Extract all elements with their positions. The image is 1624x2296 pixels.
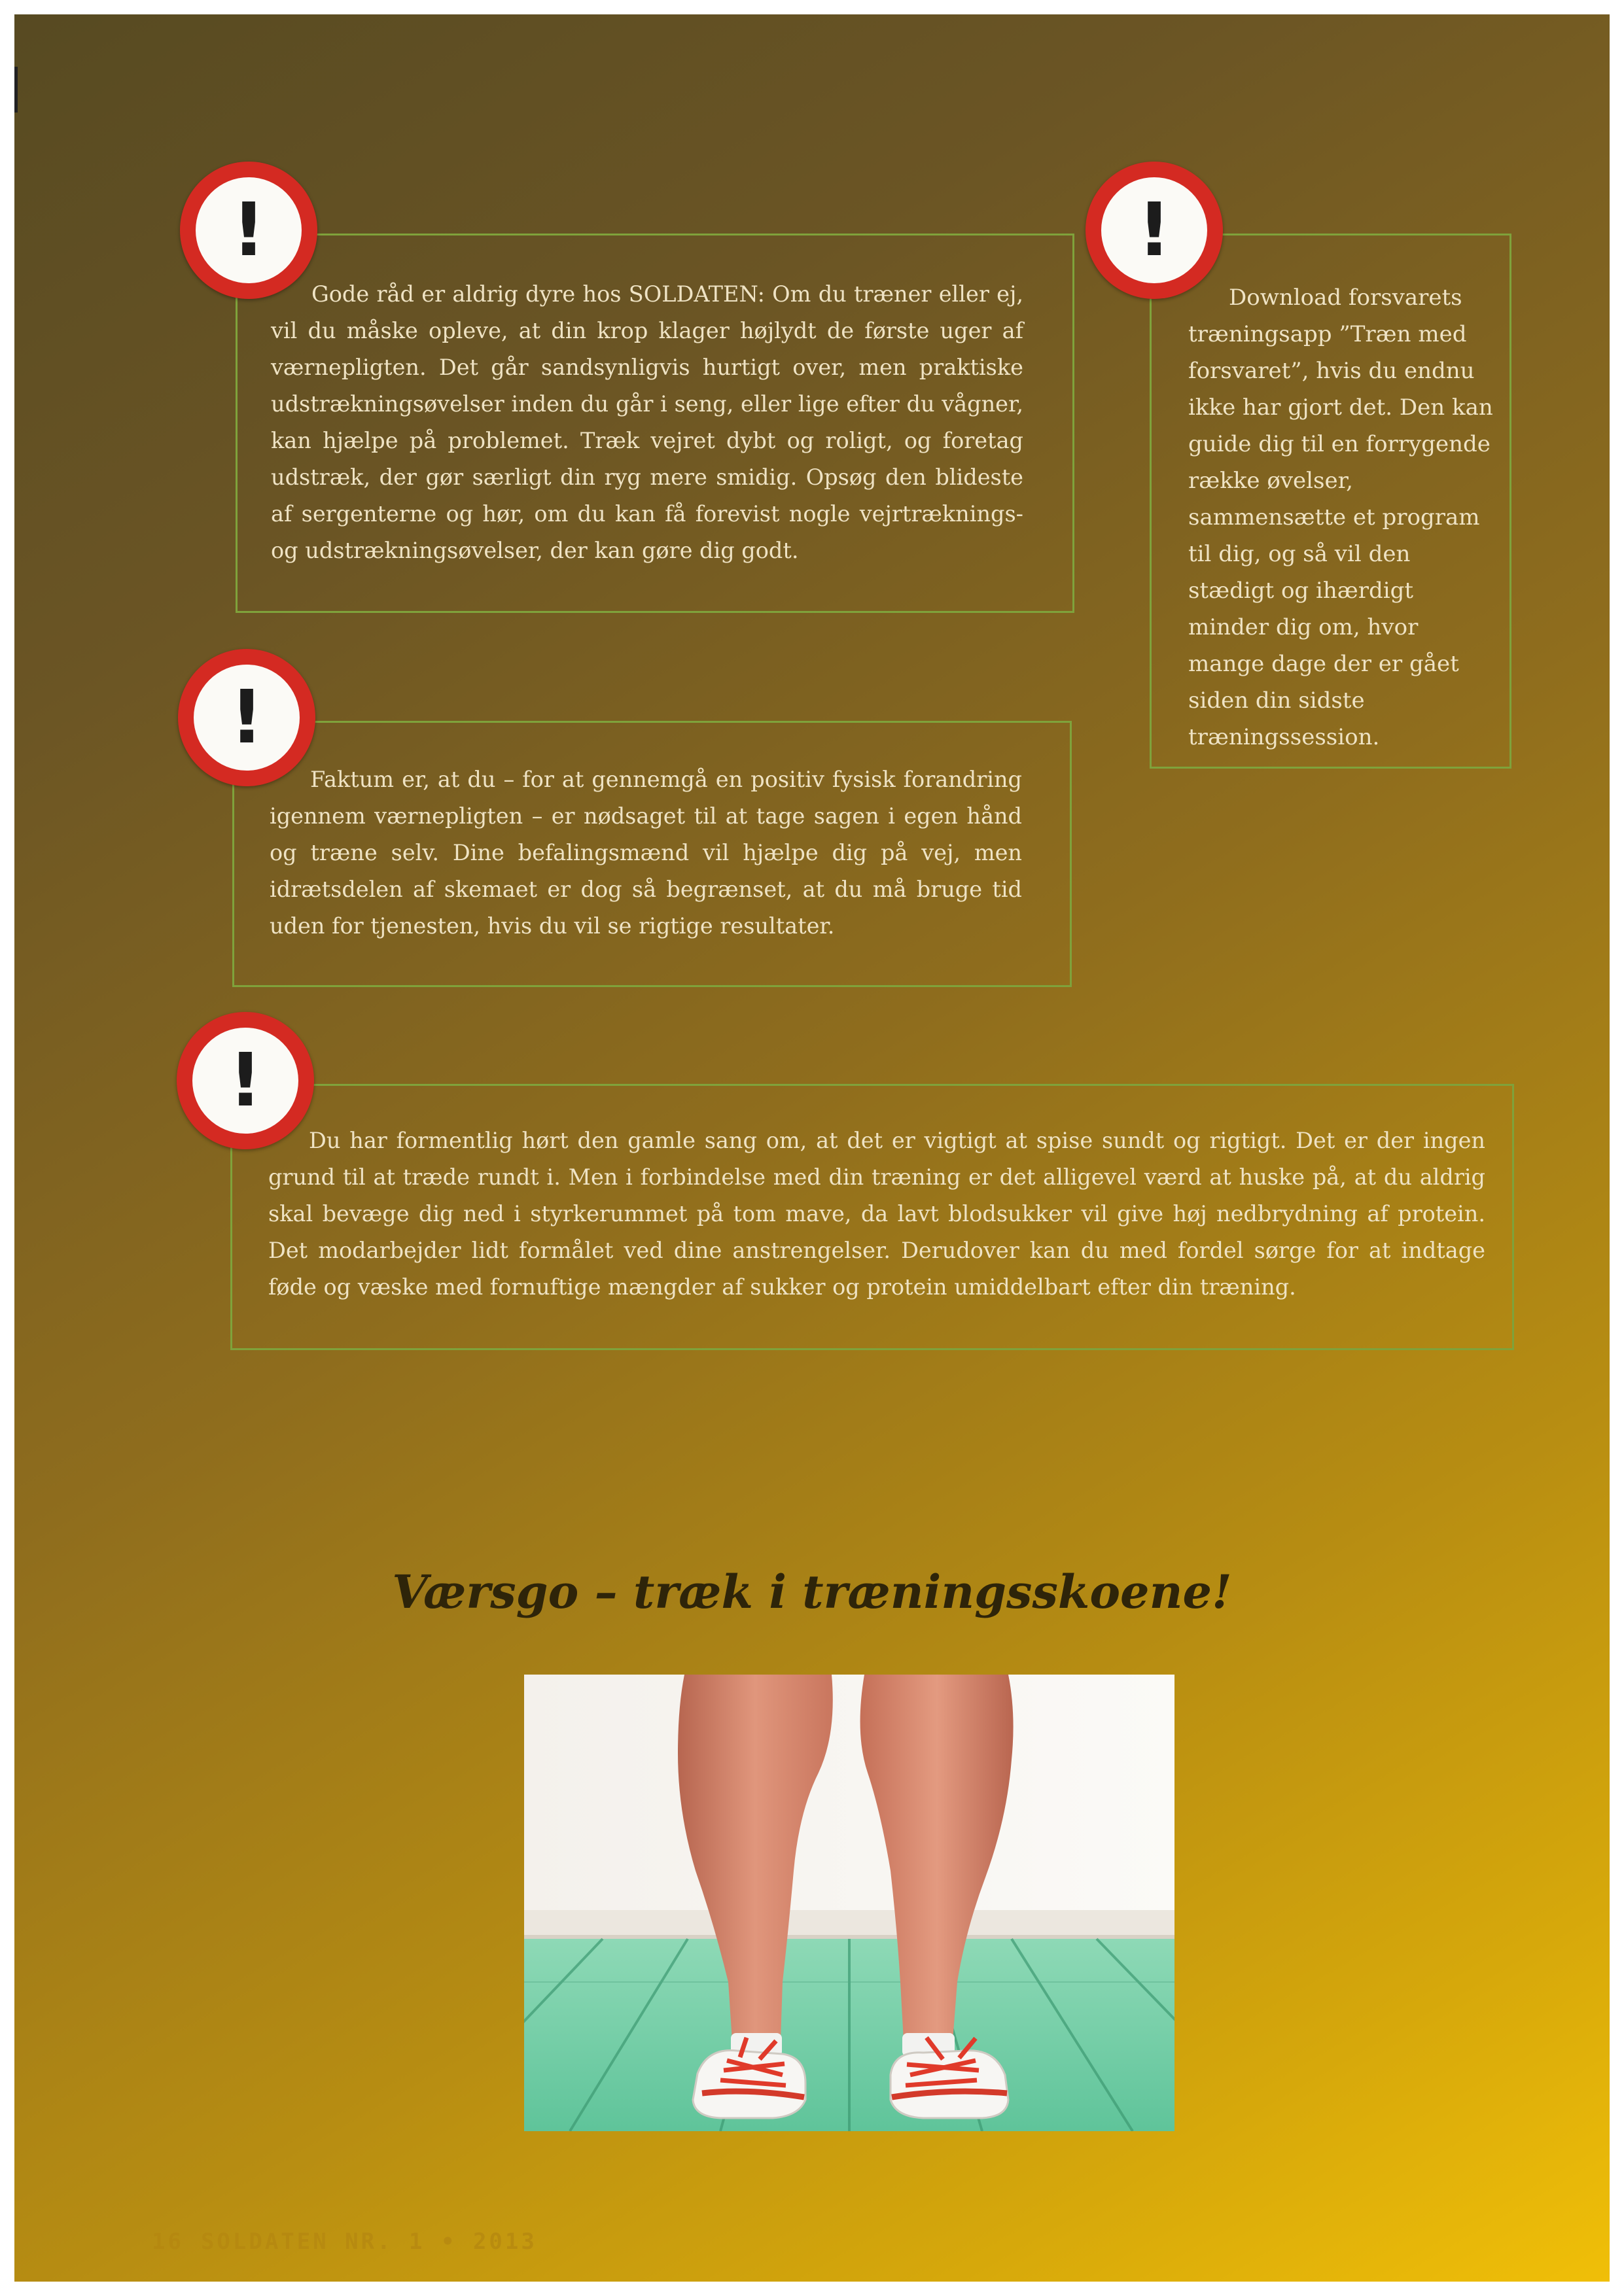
exclamation-icon: ! xyxy=(228,1038,262,1123)
magazine-page xyxy=(14,14,1610,2282)
tip-text-2: Download forsvarets træningsapp ”Træn med forsvaret”, hvis du endnu ikke har gjort det. Den kan guide dig til en forrygende række øvelser, sammensætte et program til dig, og så vil den stædigt og ihærdigt minder dig om, hvor mange dage der er gået siden din sidste træningssession. xyxy=(1188,285,1493,750)
exclamation-icon: ! xyxy=(1137,188,1171,273)
tip-text-3: Faktum er, at du – for at gennemgå en positiv fysisk forandring igennem værnepligten – er nødsaget til at tage sagen i egen hånd og træne selv. Dine befalingsmænd vil hjælpe dig på vej, men idrætsdelen af skemaet er dog så begrænset, at du må bruge tid uden for tjenesten, hvis du vil se rigtige resultater. xyxy=(270,767,1022,939)
warning-icon-1 xyxy=(180,162,317,299)
page-number: 16 xyxy=(152,2229,184,2255)
exclamation-icon: ! xyxy=(230,675,264,760)
exclamation-icon: ! xyxy=(232,188,266,273)
warning-icon-3 xyxy=(178,649,315,786)
warning-icon-2 xyxy=(1086,162,1223,299)
tip-text-4: Du har formentlig hørt den gamle sang om, at det er vigtigt at spise sundt og rigtigt. Det er der ingen grund til at træde rundt i. Men i forbindelse med din træning er det alligevel værd at huske på, at du aldrig skal bevæge dig ned i styrkerummet på tom mave, da lavt blodsukker vil give høj nedbrydning af protein. Det modarbejder lidt formålet ved dine anstrengelser. Derudover kan du med fordel sørge for at indtage føde og væske med fornuftige mængder af sukker og protein umiddelbart efter din træning. xyxy=(268,1128,1485,1300)
publication-label: SOLDATEN NR. 1 • 2013 xyxy=(200,2229,537,2255)
photo-legs-training-shoes xyxy=(524,1675,1174,2131)
tip-text-1: Gode råd er aldrig dyre hos SOLDATEN: Om du træner eller ej, vil du måske opleve, at din krop klager højlydt de første uger af værnepligten. Det går sandsynligvis hurtigt over, men praktiske udstrækningsøvelser inden du går i seng, eller lige efter du vågner, kan hjælpe på problemet. Træk vejret dybt og roligt, og foretag udstræk, der gør særligt din ryg mere smidig. Opsøg den blideste af sergenterne og hør, om du kan få forevist nogle vejrtræknings- og udstrækningsøvelser, der kan gøre dig godt. xyxy=(271,281,1023,563)
page-footer xyxy=(152,2229,554,2255)
margin-mark xyxy=(14,67,18,113)
headline: Værsgo – træk i træningsskoene! xyxy=(392,1565,1232,1619)
warning-icon-4 xyxy=(177,1012,314,1149)
